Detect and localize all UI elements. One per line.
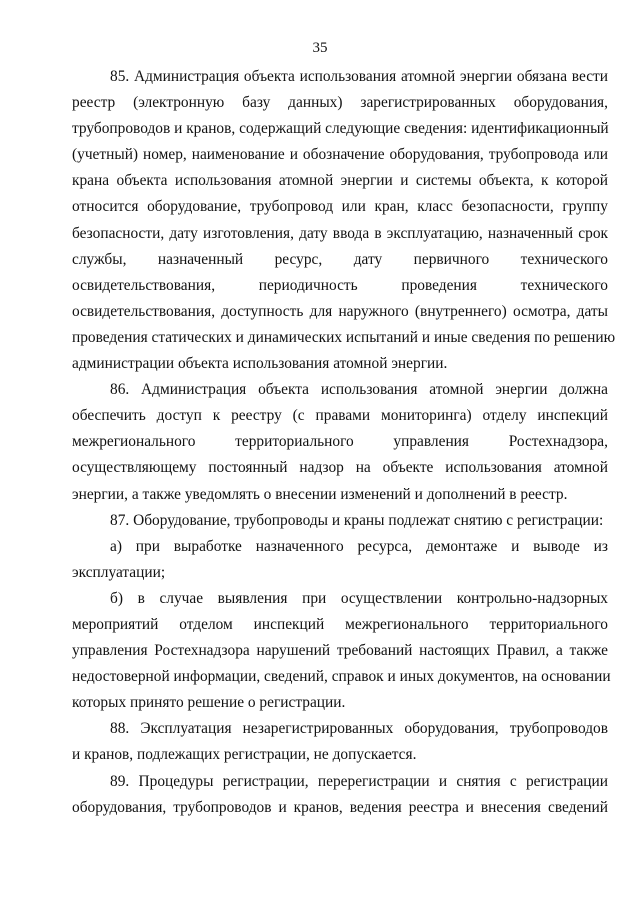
text-line: 86. Администрация объекта использования атомной энергии должна <box>110 381 608 399</box>
paragraph-85 <box>72 64 616 377</box>
text-line: управления Ростехнадзора нарушений требований настоящих Правил, а также <box>72 642 608 660</box>
list-item-a <box>72 534 608 586</box>
paragraph-88 <box>72 716 608 768</box>
text-line: (учетный) номер, наименование и обозначение оборудования, трубопровода или <box>72 146 608 164</box>
text-line: осуществляющему постоянный надзор на объекте использования атомной <box>72 459 608 477</box>
text-line: крана объекта использования атомной энергии и системы объекта, к которой <box>72 172 608 190</box>
text-line: 88. Эксплуатация незарегистрированных оборудования, трубопроводов <box>110 720 608 738</box>
text-line: энергии, а также уведомлять о внесении изменений и дополнений в реестр. <box>72 485 568 503</box>
text-line: а) при выработке назначенного ресурса, демонтаже и выводе из <box>110 537 608 555</box>
text-line: которых принято решение о регистрации. <box>72 694 346 712</box>
text-line: и кранов, подлежащих регистрации, не допускается. <box>72 746 417 764</box>
document-body <box>72 64 616 821</box>
text-line: обеспечить доступ к реестру (с правами мониторинга) отделу инспекций <box>72 407 608 425</box>
paragraph-87 <box>72 508 608 534</box>
text-line: проведения статических и динамических испытаний и иные сведения по решению <box>72 328 616 346</box>
text-line: эксплуатации; <box>72 563 166 581</box>
text-line: недостоверной информации, сведений, справок и иных документов, на основании <box>72 668 611 686</box>
text-line: администрации объекта использования атомной энергии. <box>72 355 448 373</box>
text-line: трубопроводов и кранов, содержащий следующие сведения: идентификационный <box>72 120 609 138</box>
text-line: безопасности, дату изготовления, дату ввода в эксплуатацию, назначенный срок <box>72 224 608 242</box>
text-line: 85. Администрация объекта использования атомной энергии обязана вести <box>110 68 608 85</box>
list-item-b <box>72 586 611 716</box>
text-line: б) в случае выявления при осуществлении контрольно-надзорных <box>110 589 608 607</box>
text-line: межрегионального территориального управления Ростехнадзора, <box>72 433 608 451</box>
page-number: 35 <box>312 40 328 56</box>
text-line: освидетельствования, периодичность проведения технического <box>72 276 608 294</box>
text-line: реестр (электронную базу данных) зарегистрированных оборудования, <box>72 94 608 112</box>
text-line: относится оборудование, трубопровод или кран, класс безопасности, группу <box>72 198 608 216</box>
paragraph-86 <box>72 377 608 507</box>
text-line: освидетельствования, доступность для наружного (внутреннего) осмотра, даты <box>72 302 608 320</box>
paragraph-89 <box>72 769 608 821</box>
text-line: мероприятий отделом инспекций межрегионального территориального <box>72 615 608 633</box>
text-line: службы, назначенный ресурс, дату первичного технического <box>72 250 608 268</box>
text-line: оборудования, трубопроводов и кранов, ведения реестра и внесения сведений <box>72 798 608 816</box>
text-line: 89. Процедуры регистрации, перерегистрации и снятия с регистрации <box>110 772 608 790</box>
text-line: 87. Оборудование, трубопроводы и краны подлежат снятию с регистрации: <box>110 511 604 529</box>
